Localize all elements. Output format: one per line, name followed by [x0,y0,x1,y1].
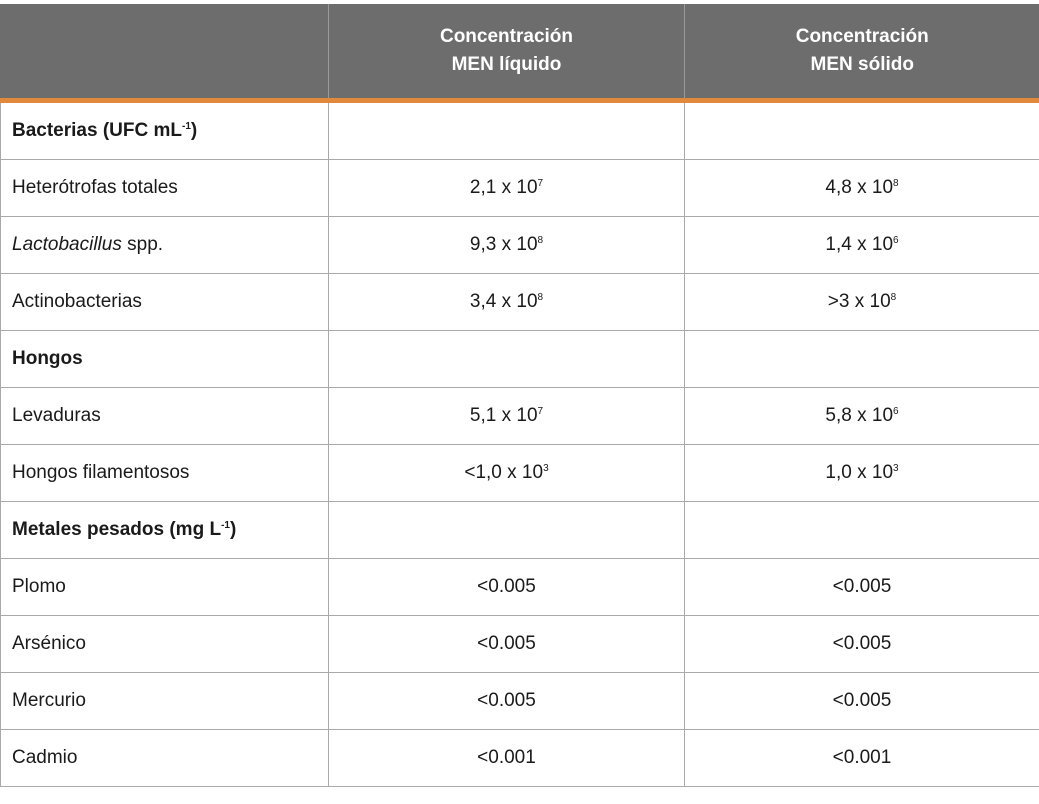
section-label-suffix: ) [190,120,198,141]
solid-cell [685,502,1039,559]
row-label: Levaduras [1,388,329,445]
concentration-table [0,4,1039,787]
section-label [1,502,329,559]
liquid-exponent: 8 [537,235,544,246]
solid-exponent: 6 [893,406,899,417]
section-label-sup: -1 [221,520,230,531]
row-label: Heterótrofas totales [1,160,329,217]
row-label: Actinobacterias [1,274,329,331]
solid-exponent: 6 [893,235,899,246]
section-row-metales [1,502,1039,559]
row-label: Mercurio [1,673,329,730]
table-row [1,160,1039,217]
solid-value: >3 x 10 [827,291,891,312]
liquid-value: 2,1 x 10 [469,177,538,198]
liquid-cell [329,445,685,502]
liquid-value: <1,0 x 10 [464,462,544,483]
solid-cell [685,217,1039,274]
solid-cell: <0.005 [685,559,1039,616]
row-label: Hongos filamentosos [1,445,329,502]
row-label-rest: spp. [121,234,164,255]
section-label-text: Bacterias (UFC mL [12,120,182,141]
solid-cell [685,445,1039,502]
row-label: Arsénico [1,616,329,673]
solid-cell: <0.005 [685,673,1039,730]
liquid-value: 5,1 x 10 [469,405,538,426]
row-label: Plomo [1,559,329,616]
liquid-cell [329,217,685,274]
solid-value: 4,8 x 10 [825,177,894,198]
header-liquid-line2: MEN líquido [451,54,562,75]
section-label [1,101,329,160]
row-label-italic: Lactobacillus [12,234,122,255]
solid-cell [685,160,1039,217]
header-empty-cell [1,4,329,101]
solid-cell [685,388,1039,445]
liquid-cell [329,274,685,331]
liquid-exponent: 8 [537,292,544,303]
table-row [1,673,1039,730]
table-row [1,388,1039,445]
liquid-cell [329,331,685,388]
table-row [1,616,1039,673]
liquid-cell: <0.005 [329,673,685,730]
solid-exponent: 8 [890,292,897,303]
section-label-text: Metales pesados (mg L [12,519,222,540]
liquid-cell [329,502,685,559]
row-label: Cadmio [1,730,329,787]
table-row [1,730,1039,787]
solid-cell: <0.001 [685,730,1039,787]
section-label: Hongos [1,331,329,388]
liquid-cell: <0.001 [329,730,685,787]
liquid-exponent: 3 [543,463,549,474]
header-liquid [329,4,685,101]
liquid-cell: <0.005 [329,616,685,673]
solid-exponent: 8 [893,178,899,189]
liquid-cell [329,388,685,445]
section-label-suffix: ) [229,519,237,540]
liquid-value: 9,3 x 10 [469,234,538,255]
solid-cell [685,274,1039,331]
header-solid-line1: Concentración [795,26,929,47]
table-row [1,274,1039,331]
liquid-cell [329,101,685,160]
table-row [1,559,1039,616]
solid-cell [685,101,1039,160]
header-liquid-line1: Concentración [439,26,574,47]
table-header-row [1,4,1039,101]
table-row [1,217,1039,274]
liquid-cell: <0.005 [329,559,685,616]
solid-cell [685,331,1039,388]
liquid-cell [329,160,685,217]
table-row [1,445,1039,502]
section-row-hongos [1,331,1039,388]
solid-value: 1,4 x 10 [825,234,894,255]
section-row-bacterias [1,101,1039,160]
row-label [1,217,329,274]
solid-value: 5,8 x 10 [825,405,894,426]
solid-cell: <0.005 [685,616,1039,673]
solid-value: 1,0 x 10 [825,462,894,483]
liquid-exponent: 7 [537,178,544,189]
solid-exponent: 3 [893,463,899,474]
header-solid-line2: MEN sólido [810,54,914,75]
liquid-exponent: 7 [537,406,544,417]
header-solid [685,4,1039,101]
liquid-value: 3,4 x 10 [469,291,538,312]
section-label-sup: -1 [182,121,191,132]
